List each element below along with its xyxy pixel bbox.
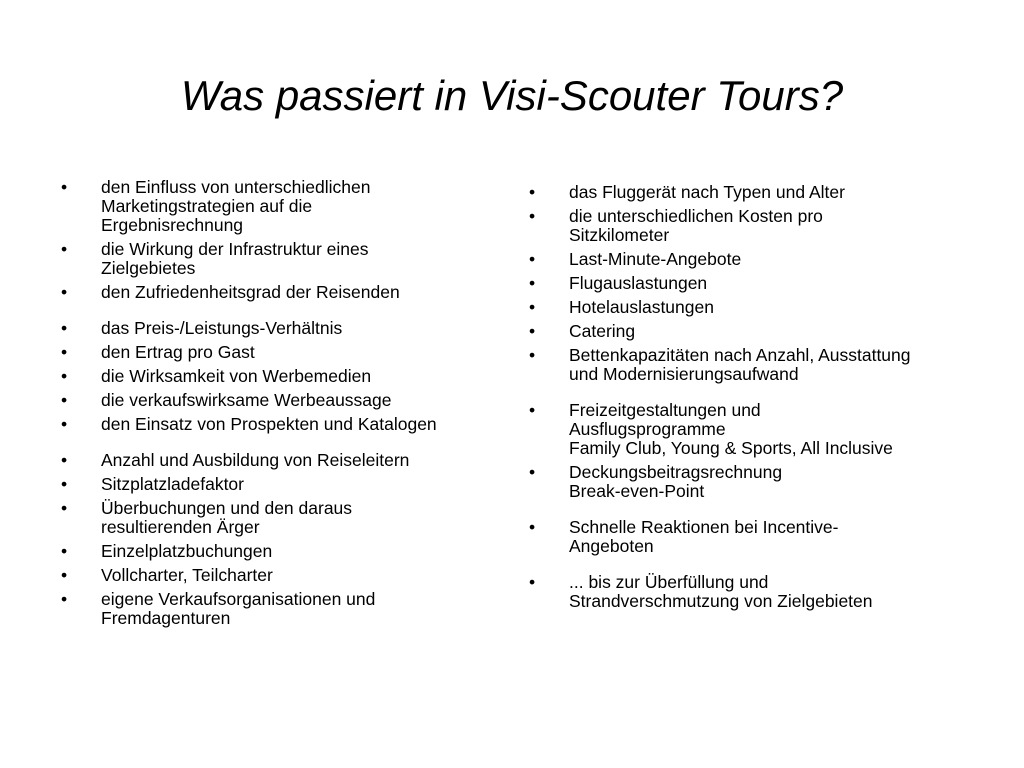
list-item — [60, 415, 500, 434]
list-item — [528, 518, 968, 556]
bullet-icon: • — [61, 342, 68, 362]
bullet-icon: • — [529, 400, 536, 420]
list-item-text: den Einsatz von Prospekten und Katalogen — [101, 414, 437, 434]
bullet-icon: • — [61, 366, 68, 386]
bullet-icon: • — [529, 273, 536, 293]
list-item-text: den Einfluss von unterschiedlichen Marketingstrategien auf die Ergebnisrechnung — [101, 177, 371, 235]
list-item-text: Catering — [569, 321, 636, 341]
list-item-text: den Ertrag pro Gast — [101, 342, 255, 362]
slide-title: Was passiert in Visi-Scouter Tours? — [180, 72, 844, 119]
bullet-icon: • — [61, 589, 68, 609]
list-item — [60, 367, 500, 386]
bullet-icon: • — [529, 182, 536, 202]
list-item — [528, 346, 968, 384]
bullet-icon: • — [529, 249, 536, 269]
bullet-icon: • — [61, 390, 68, 410]
list-item-text: Einzelplatzbuchungen — [101, 541, 273, 561]
list-item — [528, 298, 968, 317]
list-item-text: die Wirksamkeit von Werbemedien — [101, 366, 372, 386]
list-item — [528, 207, 968, 245]
list-item-text: die unterschiedlichen Kosten pro Sitzkilometer — [569, 206, 823, 245]
bullet-icon: • — [529, 206, 536, 226]
left-bullet-list — [60, 178, 500, 633]
list-item — [528, 250, 968, 269]
list-item-text: Hotelauslastungen — [569, 297, 714, 317]
bullet-icon: • — [529, 462, 536, 482]
list-item-text: das Fluggerät nach Typen und Alter — [569, 182, 845, 202]
bullet-icon: • — [61, 541, 68, 561]
list-item — [60, 240, 500, 278]
list-item — [60, 343, 500, 362]
list-item — [60, 283, 500, 302]
bullet-icon: • — [529, 297, 536, 317]
list-item — [60, 566, 500, 585]
list-item — [60, 590, 500, 628]
list-item-text: Schnelle Reaktionen bei Incentive- Angeboten — [569, 517, 839, 556]
list-item-text: Vollcharter, Teilcharter — [101, 565, 273, 585]
list-item-text: eigene Verkaufsorganisationen und Fremdagenturen — [101, 589, 376, 628]
bullet-icon: • — [61, 282, 68, 302]
list-item-text: ... bis zur Überfüllung und Strandverschmutzung von Zielgebieten — [569, 572, 873, 611]
right-bullet-list — [528, 183, 968, 616]
bullet-icon: • — [529, 345, 536, 365]
bullet-icon: • — [61, 318, 68, 338]
bullet-icon: • — [529, 572, 536, 592]
bullet-icon: • — [529, 517, 536, 537]
list-item-text: Deckungsbeitragsrechnung Break-even-Point — [569, 462, 783, 501]
list-item-text: das Preis-/Leistungs-Verhältnis — [101, 318, 343, 338]
list-item — [60, 499, 500, 537]
list-item-text: Flugauslastungen — [569, 273, 708, 293]
list-item — [528, 463, 968, 501]
list-item — [528, 573, 968, 611]
list-item — [528, 401, 968, 458]
list-item — [60, 451, 500, 470]
list-item-text: Bettenkapazitäten nach Anzahl, Ausstattung und Modernisierungsaufwand — [569, 345, 911, 384]
bullet-icon: • — [61, 414, 68, 434]
list-item-text: den Zufriedenheitsgrad der Reisenden — [101, 282, 400, 302]
bullet-icon: • — [61, 498, 68, 518]
list-item — [60, 178, 500, 235]
list-item-text: Last-Minute-Angebote — [569, 249, 742, 269]
list-item-text: Überbuchungen und den daraus resultierenden Ärger — [101, 498, 353, 537]
list-item — [528, 183, 968, 202]
list-item-text: Anzahl und Ausbildung von Reiseleitern — [101, 450, 410, 470]
bullet-icon: • — [61, 177, 68, 197]
list-item — [528, 274, 968, 293]
bullet-icon: • — [61, 474, 68, 494]
list-item — [60, 542, 500, 561]
bullet-icon: • — [61, 450, 68, 470]
list-item-text: Freizeitgestaltungen und Ausflugsprogramme Family Club, Young & Sports, All Inclusive — [569, 400, 893, 458]
list-item — [60, 319, 500, 338]
list-item-text: die verkaufswirksame Werbeaussage — [101, 390, 392, 410]
bullet-icon: • — [61, 239, 68, 259]
list-item — [60, 475, 500, 494]
bullet-icon: • — [529, 321, 536, 341]
list-item-text: die Wirkung der Infrastruktur eines Zielgebietes — [101, 239, 369, 278]
list-item-text: Sitzplatzladefaktor — [101, 474, 244, 494]
bullet-icon: • — [61, 565, 68, 585]
list-item — [60, 391, 500, 410]
list-item — [528, 322, 968, 341]
